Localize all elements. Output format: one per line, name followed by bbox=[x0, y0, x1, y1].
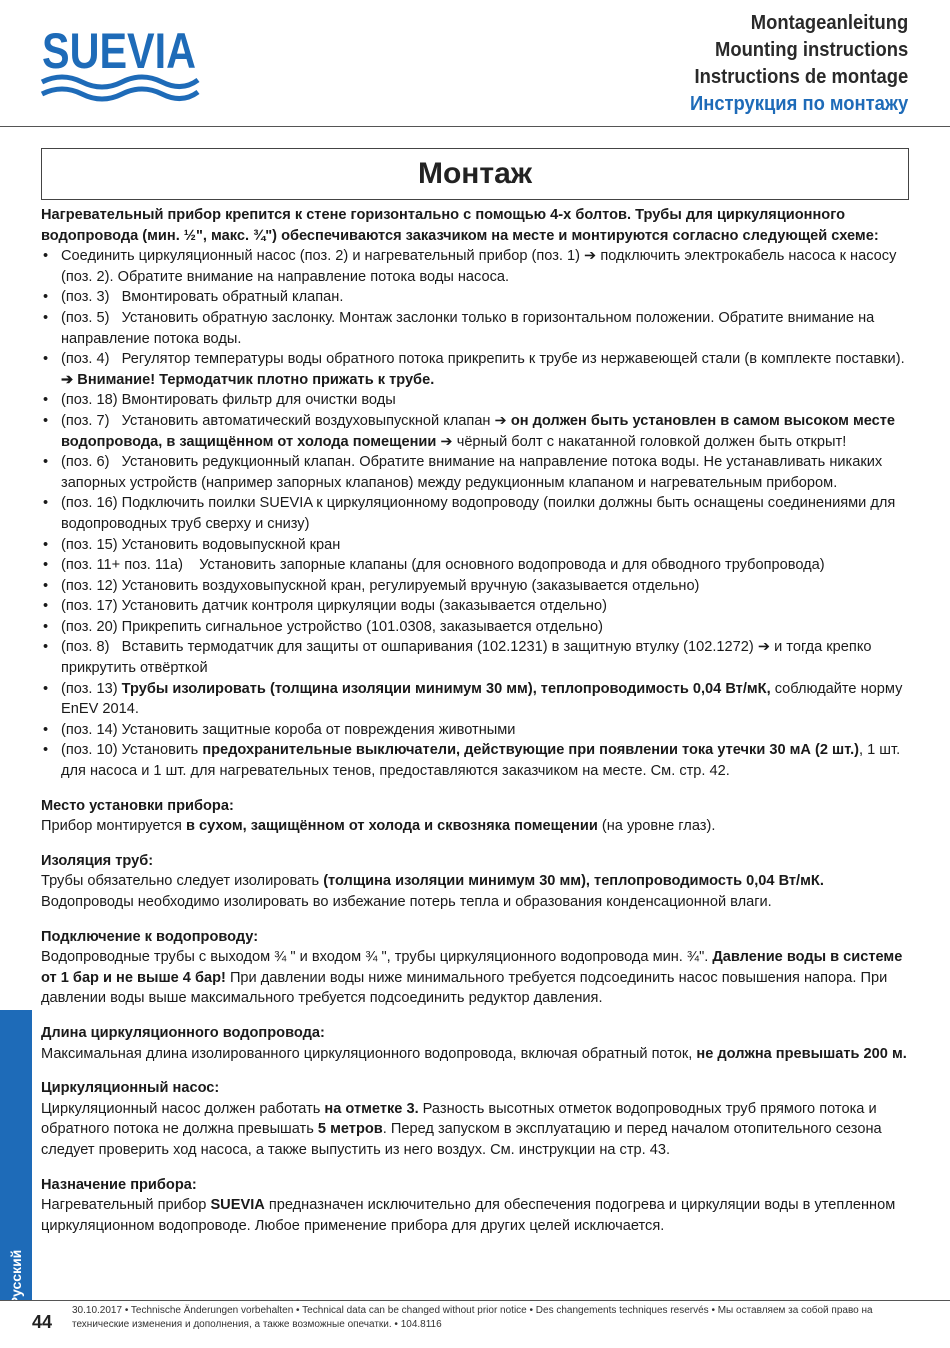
header-divider bbox=[0, 126, 950, 127]
text-run: (поз. 8) Вставить термодатчик для защиты от ошпаривания (102.1231) в защитную втулку (102.1272) ➔ и тогда крепко прикрутить отвёрткой bbox=[61, 639, 872, 677]
bold-text: 5 метров bbox=[317, 1121, 383, 1138]
section-heading: Назначение прибора: bbox=[41, 1176, 197, 1193]
text-run: (поз. 10) Установить bbox=[61, 742, 203, 759]
text-run: , 1 шт. для насоса и 1 шт. для нагревательных тенов, предоставляются заказчиком на месте. См. стр. 42. bbox=[61, 742, 901, 780]
intro-paragraph: Нагревательный прибор крепится к стене горизонтально с помощью 4-х болтов. Трубы для циркуляционного водопровода (мин. ½", макс. ¾") обеспечиваются заказчиком на месте и монтируются согласно следующей схеме: bbox=[41, 207, 879, 244]
list-item bbox=[41, 555, 911, 576]
text-run: Циркуляционный насос должен работать bbox=[41, 1100, 325, 1117]
logo-wave-bottom bbox=[42, 89, 198, 99]
title-en: Mounting instructions bbox=[714, 39, 908, 61]
mounting-steps-list bbox=[41, 246, 911, 781]
text-run: Водопроводные трубы с выходом ¾ " и входом ¾ ", трубы циркуляционного водопровода мин. ¾". bbox=[41, 949, 713, 966]
text-run: (поз. 12) Установить воздуховыпускной кран, регулируемый вручную (заказывается отдельно) bbox=[61, 577, 700, 594]
section-heading: Изоляция труб: bbox=[41, 852, 154, 869]
list-item bbox=[41, 720, 911, 741]
logo-wordmark: SUEVIA bbox=[42, 23, 196, 79]
info-section bbox=[41, 851, 911, 913]
bold-text: (толщина изоляции минимум 30 мм), теплопроводимость 0,04 Вт/мК. bbox=[323, 873, 824, 890]
text-run: ➔ чёрный болт с накатанной головкой должен быть открыт! bbox=[436, 433, 847, 450]
bold-text: ➔ Внимание! Термодатчик плотно прижать к трубе. bbox=[61, 371, 435, 388]
list-item bbox=[41, 287, 911, 308]
list-item bbox=[41, 493, 911, 534]
info-sections bbox=[41, 796, 911, 1237]
list-item bbox=[41, 452, 911, 493]
section-body bbox=[41, 947, 911, 1009]
list-item bbox=[41, 246, 911, 287]
text-run: Разность высотных отметок водопроводных труб прямого потока и обратного потока не должна превышать bbox=[41, 1100, 877, 1138]
list-item bbox=[41, 596, 911, 617]
list-item bbox=[41, 390, 911, 411]
section-heading: Место установки прибора: bbox=[41, 797, 234, 814]
language-tab-label: Русский bbox=[8, 1249, 24, 1307]
text-run: (поз. 18) Вмонтировать фильтр для очистки воды bbox=[61, 392, 396, 409]
bold-text: предохранительные выключатели, действующие при появлении тока утечки 30 мА (2 шт.) bbox=[202, 742, 860, 759]
bold-text: SUEVIA bbox=[210, 1197, 265, 1214]
text-run: (поз. 11+ поз. 11a) Установить запорные клапаны (для основного водопровода и для обводного трубопровода) bbox=[61, 557, 825, 574]
section-heading: Циркуляционный насос: bbox=[41, 1080, 220, 1097]
bold-text: Давление воды в системе от 1 бар и не выше 4 бар! bbox=[41, 949, 903, 986]
list-item bbox=[41, 411, 911, 452]
section-title: Монтаж bbox=[41, 148, 909, 200]
info-section bbox=[41, 1078, 911, 1160]
text-run: предназначен исключительно для обеспечения подогрева и циркуляции воды в утепленном циркуляционном водопроводе. Любое применение прибора для других целей исключается. bbox=[41, 1197, 896, 1234]
text-run: (поз. 6) Установить редукционный клапан. Обратите внимание на направление потока воды. Не устанавливать никаких запорных устройств (например запорных клапанов) между редукционным клапаном и нагревательным прибором. bbox=[61, 454, 883, 491]
list-item bbox=[41, 679, 911, 720]
bold-text: на отметке 3. bbox=[324, 1100, 419, 1117]
title-de: Montageanleitung bbox=[750, 12, 908, 34]
page-number: 44 bbox=[32, 1312, 53, 1332]
section-body bbox=[41, 1195, 911, 1236]
list-item bbox=[41, 308, 911, 349]
text-run: . Перед запуском в эксплуатацию и перед началом отопительного сезона следует проверить ход насоса, а также выпустить из него воздух. См. инструкции на стр. 43. bbox=[41, 1121, 882, 1158]
text-run: (поз. 4) Регулятор температуры воды обратного потока прикрепить к трубе из нержавеющей стали (в комплекте поставки). bbox=[61, 351, 905, 368]
list-item bbox=[41, 535, 911, 556]
text-run: Соединить циркуляционный насос (поз. 2) и нагревательный прибор (поз. 1) ➔ подключить электрокабель насоса к насосу (поз. 2). Обратите внимание на направление потока воды насоса. bbox=[61, 248, 897, 285]
text-run: Прибор монтируется bbox=[41, 818, 186, 835]
list-item bbox=[41, 637, 911, 678]
list-item bbox=[41, 576, 911, 597]
info-section bbox=[41, 1023, 911, 1064]
title-ru: Инструкция по монтажу bbox=[689, 93, 908, 115]
section-body bbox=[41, 1044, 911, 1065]
text-run: соблюдайте норму EnEV 2014. bbox=[61, 680, 903, 718]
text-run: (поз. 17) Установить датчик контроля циркуляции воды (заказывается отдельно) bbox=[61, 598, 607, 615]
text-run: Максимальная длина изолированного циркуляционного водопровода, включая обратный поток, bbox=[41, 1045, 697, 1062]
bold-text: он должен быть установлен в самом высоком месте водопровода, в защищённом от холода помещении bbox=[61, 412, 896, 450]
list-item bbox=[41, 617, 911, 638]
list-item bbox=[41, 740, 911, 781]
text-run: При давлении воды ниже минимального требуется подсоединить насос повышения напора. При давлении воды выше максимального требуется подсоединить редуктор давления. bbox=[41, 969, 888, 1007]
text-run: Трубы обязательно следует изолировать bbox=[41, 873, 324, 890]
text-run: Водопроводы необходимо изолировать во избежание потерь тепла и образования конденсационной влаги. bbox=[41, 894, 772, 910]
text-run: (поз. 13) bbox=[61, 680, 122, 697]
title-fr: Instructions de montage bbox=[694, 66, 908, 88]
text-run: (поз. 20) Прикрепить сигнальное устройство (101.0308, заказывается отдельно) bbox=[61, 618, 603, 635]
footer-note: 30.10.2017 • Technische Änderungen vorbehalten • Technical data can be changed without prior notice • Des changements techniques reservés • Мы оставляем за собой право на технические изменения и дополнения, а также возможные опечатки. • 104.8116 bbox=[72, 1305, 873, 1330]
text-run: (поз. 14) Установить защитные короба от повреждения животными bbox=[61, 721, 516, 738]
bold-text: в сухом, защищённом от холода и сквозняка помещении bbox=[185, 818, 598, 835]
text-run: Нагревательный прибор bbox=[41, 1197, 211, 1214]
info-section bbox=[41, 796, 911, 837]
bold-text: Трубы изолировать (толщина изоляции минимум 30 мм), теплопроводимость 0,04 Вт/мК, bbox=[121, 680, 771, 697]
section-body bbox=[41, 816, 911, 837]
text-run: (на уровне глаз). bbox=[597, 818, 716, 835]
text-run: (поз. 16) Подключить поилки SUEVIA к циркуляционному водопроводу (поилки должны быть оснащены соединениями для водопроводных труб сверху и снизу) bbox=[61, 495, 896, 532]
section-heading: Подключение к водопроводу: bbox=[41, 928, 259, 945]
section-body bbox=[41, 1099, 911, 1161]
list-item bbox=[41, 349, 911, 390]
language-tab bbox=[0, 1010, 32, 1307]
info-section bbox=[41, 1175, 911, 1237]
header-titles bbox=[690, 10, 908, 118]
bold-text: не должна превышать 200 м. bbox=[696, 1045, 907, 1062]
text-run: (поз. 3) Вмонтировать обратный клапан. bbox=[61, 289, 344, 306]
text-run: (поз. 7) Установить автоматический воздуховыпускной клапан ➔ bbox=[61, 412, 511, 429]
section-heading: Длина циркуляционного водопровода: bbox=[41, 1024, 325, 1041]
footer-divider bbox=[0, 1300, 950, 1301]
suevia-logo bbox=[40, 20, 200, 100]
section-body bbox=[41, 871, 911, 912]
main-content bbox=[41, 205, 911, 1236]
text-run: (поз. 15) Установить водовыпускной кран bbox=[61, 536, 341, 553]
text-run: (поз. 5) Установить обратную заслонку. Монтаж заслонки только в горизонтальном положении. Обратите внимание на направление потока воды. bbox=[61, 309, 875, 347]
info-section bbox=[41, 927, 911, 1009]
